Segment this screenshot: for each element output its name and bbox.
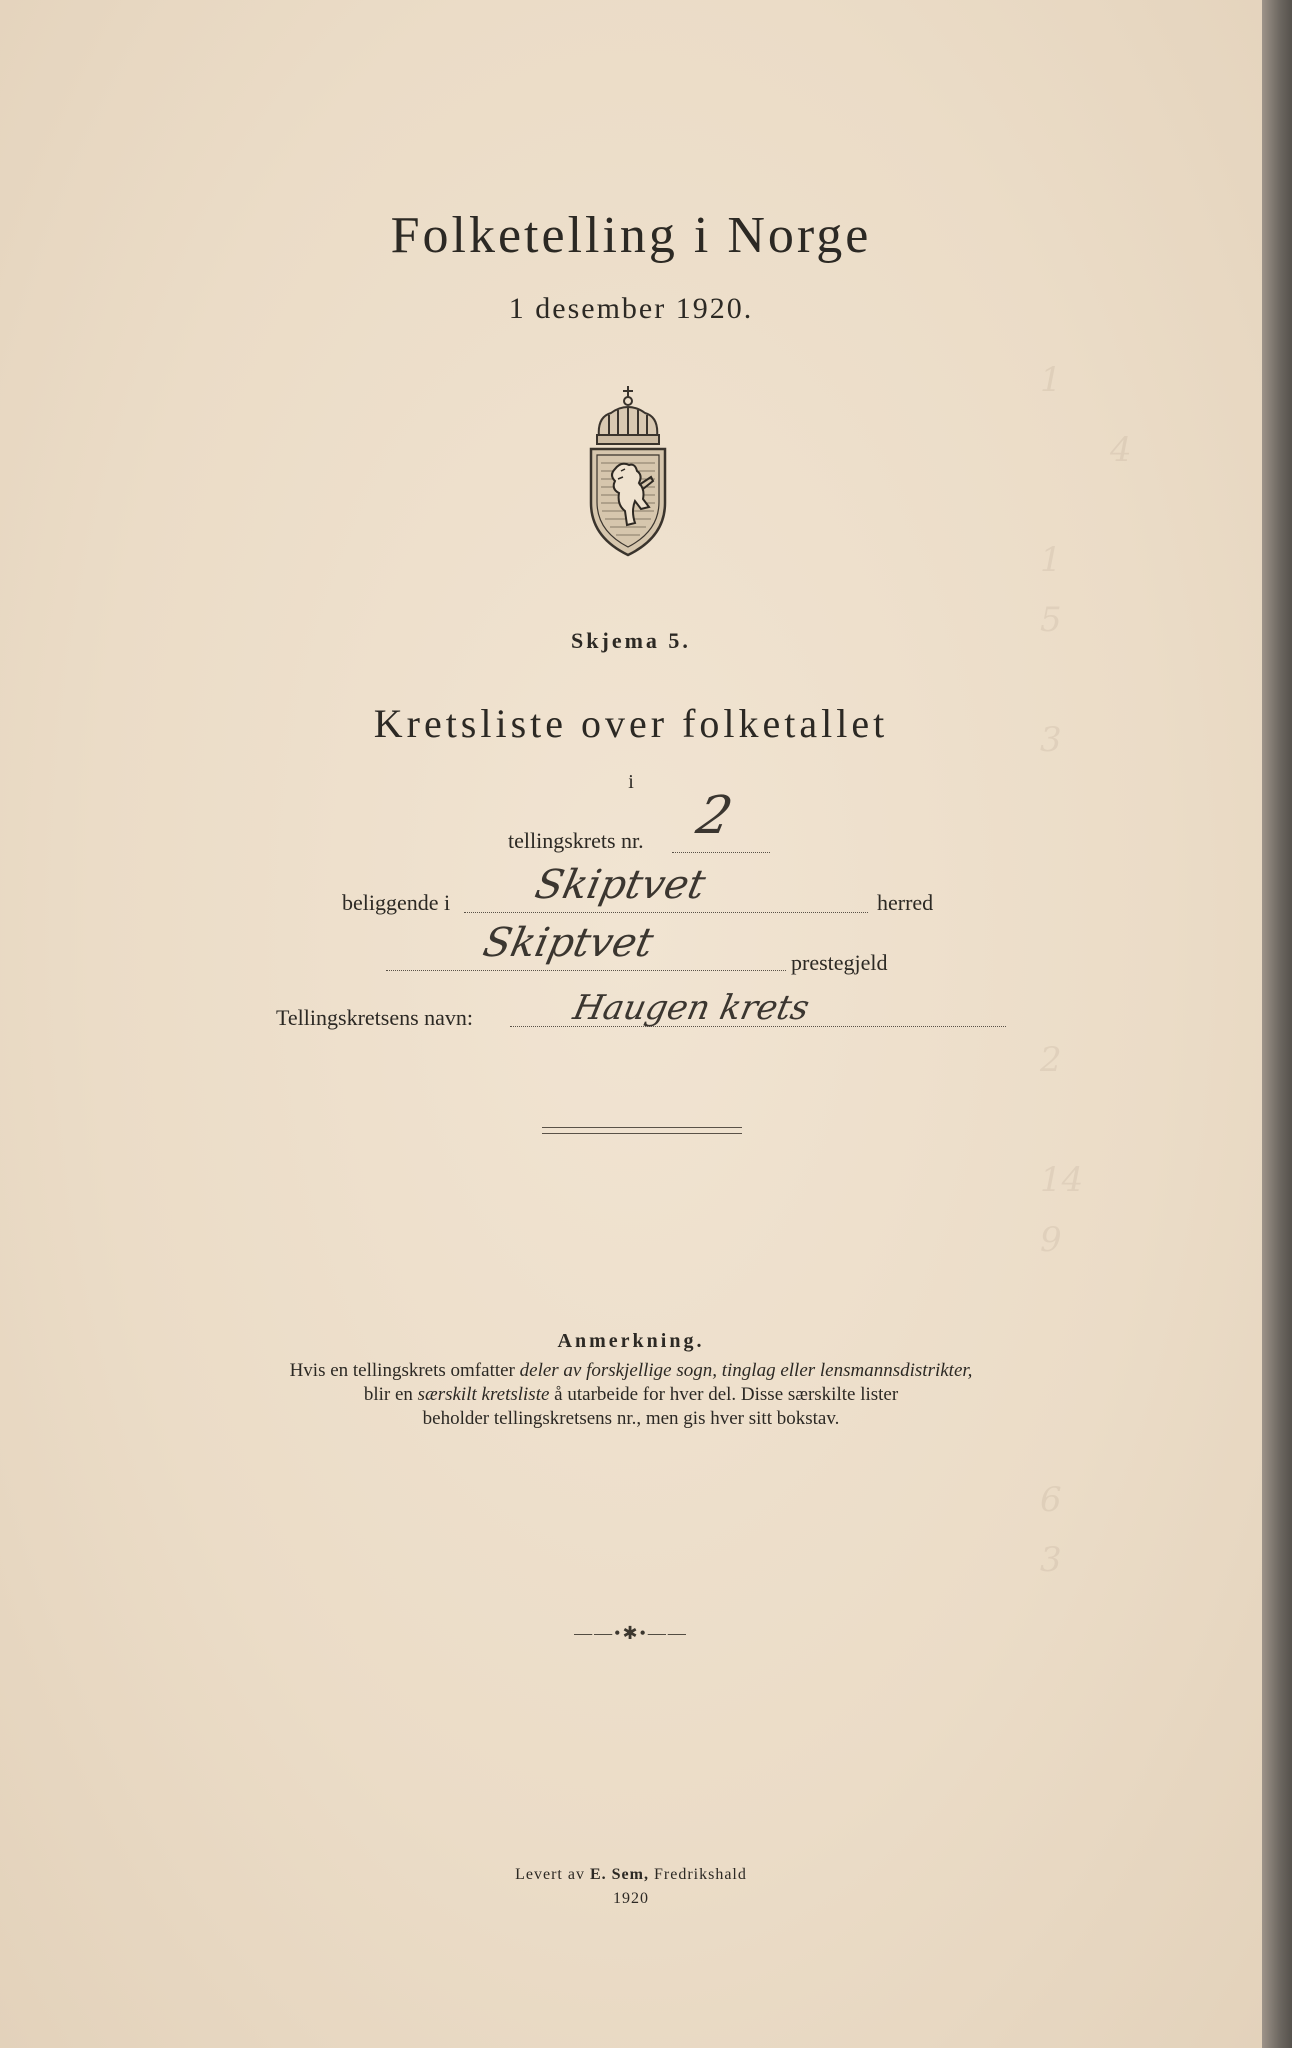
herred-label: herred [877,890,934,915]
note-line-1-italic: deler av forskjellige sogn, tinglag eller lensmannsdistrikter, [519,1360,973,1381]
note-line-2-text-a: blir en [363,1384,418,1405]
beliggende-value: Skiptvet [531,862,710,908]
note-line-1-text: Hvis en tellingskrets omfatter [289,1360,520,1381]
printer-credit [0,1866,1262,1884]
printer-prefix: Levert av [515,1866,590,1883]
beliggende-dotline [464,912,868,913]
note-line-3: beholder tellingskretsens nr., men gis hver sitt bokstav. [422,1408,840,1429]
scan-edge [1262,0,1292,2048]
prestegjeld-label: prestegjeld [791,950,888,975]
note-title: Anmerkning. [557,1330,705,1352]
form-heading: Kretsliste over folketallet [373,701,889,746]
note-line-2 [0,1384,1262,1406]
form-title: Folketelling i Norge [390,207,872,264]
kretsnavn-value: Haugen krets [569,988,813,1028]
connector-word: i [628,771,634,793]
tellingskrets-label: tellingskrets nr. [508,828,644,853]
prestegjeld-dotline [386,970,786,971]
beliggende-label: beliggende i [342,890,451,915]
note-line-2-text-b: å utarbeide for hver del. Disse særskilte lister [549,1384,899,1405]
prestegjeld-value: Skiptvet [479,920,658,966]
printer-place: Fredrikshald [648,1866,747,1883]
tellingskrets-dotline [672,852,770,853]
printer-name: E. Sem, [589,1866,649,1883]
ornament-divider: ——•✱•—— [574,1623,688,1643]
note-line-2-italic: særskilt kretsliste [417,1384,550,1405]
bleed-through-texture: 1 4 1 5 3 2 14 9 6 3 [1040,360,1132,1580]
note-line-1 [0,1360,1262,1382]
norwegian-coat-of-arms-icon [585,385,671,560]
section-divider [542,1127,742,1134]
schema-number: Skjema 5. [571,628,691,653]
tellingskrets-value: 2 [691,786,738,846]
census-date: 1 desember 1920. [508,292,754,325]
kretsnavn-label: Tellingskretsens navn: [276,1005,474,1030]
printer-year: 1920 [613,1890,649,1907]
